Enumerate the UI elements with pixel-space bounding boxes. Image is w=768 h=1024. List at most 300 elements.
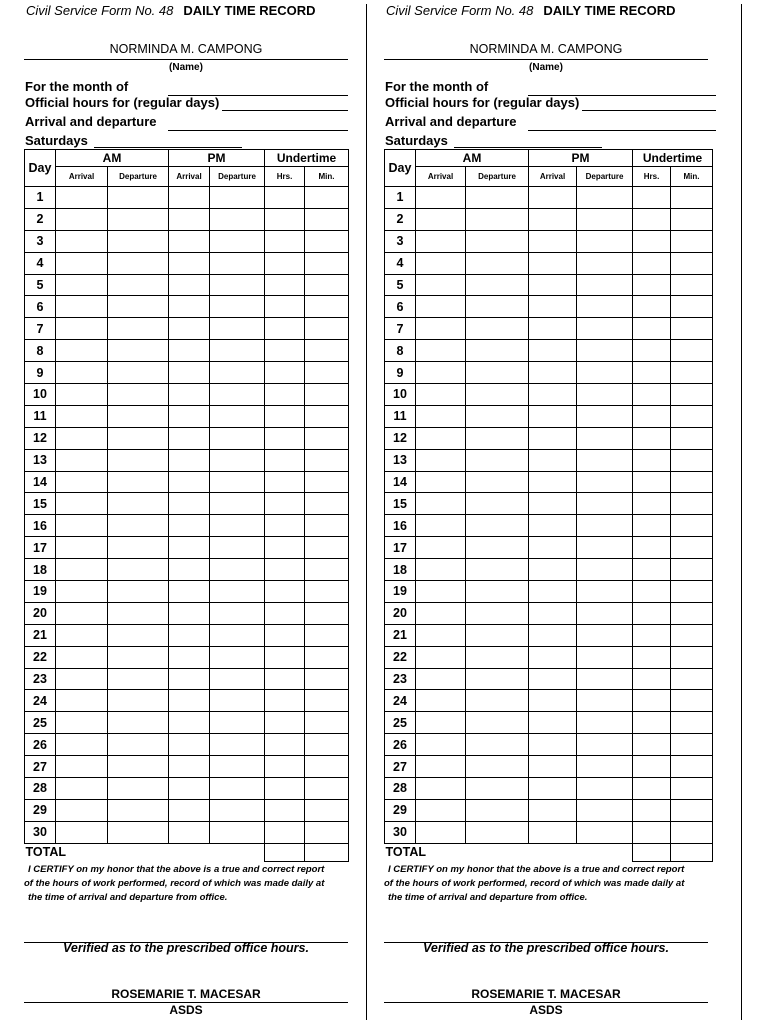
- pm-arrival-cell[interactable]: [529, 734, 577, 756]
- am-departure-cell[interactable]: [466, 384, 529, 406]
- undertime-hours-cell[interactable]: [633, 405, 671, 427]
- undertime-minutes-cell[interactable]: [671, 318, 713, 340]
- pm-arrival-cell[interactable]: [169, 252, 210, 274]
- undertime-minutes-cell[interactable]: [305, 471, 349, 493]
- am-departure-cell[interactable]: [108, 340, 169, 362]
- am-arrival-cell[interactable]: [56, 405, 108, 427]
- pm-departure-cell[interactable]: [577, 187, 633, 209]
- undertime-minutes-cell[interactable]: [671, 274, 713, 296]
- am-departure-cell[interactable]: [466, 208, 529, 230]
- undertime-hours-cell[interactable]: [633, 756, 671, 778]
- am-arrival-cell[interactable]: [56, 515, 108, 537]
- am-departure-cell[interactable]: [108, 602, 169, 624]
- am-departure-cell[interactable]: [466, 646, 529, 668]
- am-arrival-cell[interactable]: [416, 208, 466, 230]
- pm-arrival-cell[interactable]: [529, 581, 577, 603]
- undertime-minutes-cell[interactable]: [671, 646, 713, 668]
- am-departure-cell[interactable]: [108, 756, 169, 778]
- pm-arrival-cell[interactable]: [169, 384, 210, 406]
- undertime-hours-cell[interactable]: [633, 230, 671, 252]
- undertime-hours-cell[interactable]: [633, 427, 671, 449]
- arrival-departure-field[interactable]: [528, 130, 716, 131]
- am-arrival-cell[interactable]: [416, 318, 466, 340]
- am-arrival-cell[interactable]: [56, 559, 108, 581]
- am-arrival-cell[interactable]: [416, 559, 466, 581]
- undertime-minutes-cell[interactable]: [671, 821, 713, 843]
- am-arrival-cell[interactable]: [56, 318, 108, 340]
- undertime-hours-cell[interactable]: [265, 690, 305, 712]
- am-departure-cell[interactable]: [466, 690, 529, 712]
- am-departure-cell[interactable]: [466, 318, 529, 340]
- am-departure-cell[interactable]: [108, 821, 169, 843]
- undertime-minutes-cell[interactable]: [671, 449, 713, 471]
- pm-arrival-cell[interactable]: [169, 449, 210, 471]
- undertime-hours-cell[interactable]: [265, 581, 305, 603]
- undertime-minutes-cell[interactable]: [671, 384, 713, 406]
- am-arrival-cell[interactable]: [56, 778, 108, 800]
- undertime-hours-cell[interactable]: [265, 734, 305, 756]
- undertime-minutes-cell[interactable]: [671, 362, 713, 384]
- undertime-minutes-cell[interactable]: [305, 602, 349, 624]
- am-arrival-cell[interactable]: [56, 712, 108, 734]
- am-arrival-cell[interactable]: [56, 252, 108, 274]
- pm-arrival-cell[interactable]: [529, 208, 577, 230]
- pm-arrival-cell[interactable]: [169, 208, 210, 230]
- pm-departure-cell[interactable]: [577, 734, 633, 756]
- pm-departure-cell[interactable]: [210, 384, 265, 406]
- am-departure-cell[interactable]: [108, 274, 169, 296]
- am-arrival-cell[interactable]: [416, 821, 466, 843]
- undertime-minutes-cell[interactable]: [305, 712, 349, 734]
- undertime-hours-cell[interactable]: [265, 821, 305, 843]
- am-departure-cell[interactable]: [466, 471, 529, 493]
- am-arrival-cell[interactable]: [56, 668, 108, 690]
- pm-departure-cell[interactable]: [210, 252, 265, 274]
- am-arrival-cell[interactable]: [416, 668, 466, 690]
- pm-arrival-cell[interactable]: [529, 362, 577, 384]
- pm-arrival-cell[interactable]: [529, 296, 577, 318]
- undertime-minutes-cell[interactable]: [305, 821, 349, 843]
- am-arrival-cell[interactable]: [416, 427, 466, 449]
- undertime-hours-cell[interactable]: [265, 296, 305, 318]
- undertime-hours-cell[interactable]: [633, 449, 671, 471]
- am-arrival-cell[interactable]: [56, 646, 108, 668]
- am-departure-cell[interactable]: [108, 230, 169, 252]
- undertime-minutes-cell[interactable]: [305, 668, 349, 690]
- am-arrival-cell[interactable]: [416, 252, 466, 274]
- am-departure-cell[interactable]: [108, 559, 169, 581]
- undertime-hours-cell[interactable]: [633, 646, 671, 668]
- pm-departure-cell[interactable]: [577, 318, 633, 340]
- undertime-hours-cell[interactable]: [633, 734, 671, 756]
- am-departure-cell[interactable]: [466, 427, 529, 449]
- pm-departure-cell[interactable]: [210, 208, 265, 230]
- am-arrival-cell[interactable]: [56, 734, 108, 756]
- am-arrival-cell[interactable]: [56, 799, 108, 821]
- undertime-minutes-cell[interactable]: [305, 427, 349, 449]
- am-arrival-cell[interactable]: [416, 581, 466, 603]
- pm-arrival-cell[interactable]: [169, 581, 210, 603]
- am-arrival-cell[interactable]: [56, 208, 108, 230]
- am-departure-cell[interactable]: [108, 471, 169, 493]
- undertime-minutes-cell[interactable]: [671, 493, 713, 515]
- am-arrival-cell[interactable]: [56, 690, 108, 712]
- am-arrival-cell[interactable]: [56, 427, 108, 449]
- pm-arrival-cell[interactable]: [169, 318, 210, 340]
- pm-arrival-cell[interactable]: [529, 405, 577, 427]
- pm-departure-cell[interactable]: [577, 296, 633, 318]
- undertime-hours-cell[interactable]: [265, 712, 305, 734]
- undertime-hours-cell[interactable]: [265, 362, 305, 384]
- pm-arrival-cell[interactable]: [529, 252, 577, 274]
- pm-arrival-cell[interactable]: [529, 778, 577, 800]
- am-arrival-cell[interactable]: [56, 362, 108, 384]
- undertime-minutes-cell[interactable]: [671, 581, 713, 603]
- am-departure-cell[interactable]: [466, 734, 529, 756]
- am-arrival-cell[interactable]: [416, 537, 466, 559]
- pm-departure-cell[interactable]: [210, 230, 265, 252]
- pm-arrival-cell[interactable]: [169, 712, 210, 734]
- pm-departure-cell[interactable]: [210, 559, 265, 581]
- am-arrival-cell[interactable]: [416, 712, 466, 734]
- total-hours-cell[interactable]: [633, 843, 671, 861]
- pm-departure-cell[interactable]: [577, 274, 633, 296]
- pm-departure-cell[interactable]: [577, 515, 633, 537]
- pm-departure-cell[interactable]: [210, 778, 265, 800]
- undertime-minutes-cell[interactable]: [305, 646, 349, 668]
- undertime-hours-cell[interactable]: [633, 668, 671, 690]
- am-arrival-cell[interactable]: [416, 274, 466, 296]
- pm-arrival-cell[interactable]: [529, 384, 577, 406]
- undertime-hours-cell[interactable]: [633, 471, 671, 493]
- pm-arrival-cell[interactable]: [529, 624, 577, 646]
- pm-departure-cell[interactable]: [210, 405, 265, 427]
- am-departure-cell[interactable]: [466, 778, 529, 800]
- pm-arrival-cell[interactable]: [169, 624, 210, 646]
- undertime-hours-cell[interactable]: [633, 559, 671, 581]
- pm-departure-cell[interactable]: [577, 624, 633, 646]
- pm-departure-cell[interactable]: [577, 471, 633, 493]
- pm-departure-cell[interactable]: [577, 581, 633, 603]
- pm-arrival-cell[interactable]: [169, 537, 210, 559]
- am-arrival-cell[interactable]: [416, 449, 466, 471]
- undertime-minutes-cell[interactable]: [671, 515, 713, 537]
- pm-departure-cell[interactable]: [210, 537, 265, 559]
- am-arrival-cell[interactable]: [56, 449, 108, 471]
- undertime-hours-cell[interactable]: [265, 559, 305, 581]
- am-departure-cell[interactable]: [108, 449, 169, 471]
- pm-departure-cell[interactable]: [210, 646, 265, 668]
- pm-departure-cell[interactable]: [210, 274, 265, 296]
- undertime-hours-cell[interactable]: [265, 515, 305, 537]
- undertime-minutes-cell[interactable]: [671, 734, 713, 756]
- undertime-hours-cell[interactable]: [265, 384, 305, 406]
- am-departure-cell[interactable]: [108, 405, 169, 427]
- pm-departure-cell[interactable]: [577, 449, 633, 471]
- am-arrival-cell[interactable]: [56, 187, 108, 209]
- pm-arrival-cell[interactable]: [529, 318, 577, 340]
- am-arrival-cell[interactable]: [416, 515, 466, 537]
- undertime-minutes-cell[interactable]: [671, 296, 713, 318]
- am-departure-cell[interactable]: [108, 362, 169, 384]
- undertime-minutes-cell[interactable]: [305, 559, 349, 581]
- pm-arrival-cell[interactable]: [169, 756, 210, 778]
- pm-arrival-cell[interactable]: [169, 274, 210, 296]
- pm-departure-cell[interactable]: [210, 318, 265, 340]
- undertime-minutes-cell[interactable]: [671, 405, 713, 427]
- pm-departure-cell[interactable]: [577, 756, 633, 778]
- undertime-minutes-cell[interactable]: [305, 208, 349, 230]
- undertime-minutes-cell[interactable]: [671, 230, 713, 252]
- undertime-minutes-cell[interactable]: [305, 340, 349, 362]
- pm-departure-cell[interactable]: [210, 734, 265, 756]
- pm-arrival-cell[interactable]: [169, 734, 210, 756]
- am-departure-cell[interactable]: [108, 515, 169, 537]
- undertime-hours-cell[interactable]: [265, 799, 305, 821]
- am-departure-cell[interactable]: [108, 318, 169, 340]
- pm-departure-cell[interactable]: [210, 624, 265, 646]
- pm-arrival-cell[interactable]: [529, 427, 577, 449]
- am-arrival-cell[interactable]: [416, 296, 466, 318]
- am-departure-cell[interactable]: [466, 187, 529, 209]
- pm-arrival-cell[interactable]: [529, 821, 577, 843]
- am-arrival-cell[interactable]: [56, 340, 108, 362]
- am-departure-cell[interactable]: [108, 690, 169, 712]
- am-departure-cell[interactable]: [466, 252, 529, 274]
- am-arrival-cell[interactable]: [416, 471, 466, 493]
- pm-arrival-cell[interactable]: [169, 559, 210, 581]
- undertime-hours-cell[interactable]: [265, 274, 305, 296]
- pm-departure-cell[interactable]: [577, 668, 633, 690]
- official-hours-field[interactable]: [222, 110, 348, 111]
- pm-arrival-cell[interactable]: [529, 187, 577, 209]
- undertime-hours-cell[interactable]: [633, 821, 671, 843]
- pm-arrival-cell[interactable]: [529, 515, 577, 537]
- pm-arrival-cell[interactable]: [169, 362, 210, 384]
- am-departure-cell[interactable]: [466, 602, 529, 624]
- undertime-minutes-cell[interactable]: [305, 230, 349, 252]
- undertime-hours-cell[interactable]: [633, 296, 671, 318]
- undertime-hours-cell[interactable]: [633, 581, 671, 603]
- pm-arrival-cell[interactable]: [529, 712, 577, 734]
- pm-arrival-cell[interactable]: [529, 340, 577, 362]
- pm-arrival-cell[interactable]: [169, 471, 210, 493]
- pm-departure-cell[interactable]: [210, 821, 265, 843]
- am-departure-cell[interactable]: [466, 559, 529, 581]
- pm-departure-cell[interactable]: [577, 362, 633, 384]
- undertime-hours-cell[interactable]: [633, 252, 671, 274]
- undertime-minutes-cell[interactable]: [671, 187, 713, 209]
- undertime-hours-cell[interactable]: [265, 230, 305, 252]
- pm-arrival-cell[interactable]: [529, 668, 577, 690]
- pm-arrival-cell[interactable]: [529, 537, 577, 559]
- undertime-minutes-cell[interactable]: [671, 537, 713, 559]
- undertime-minutes-cell[interactable]: [305, 624, 349, 646]
- undertime-hours-cell[interactable]: [633, 187, 671, 209]
- undertime-minutes-cell[interactable]: [305, 690, 349, 712]
- pm-arrival-cell[interactable]: [169, 778, 210, 800]
- undertime-minutes-cell[interactable]: [305, 252, 349, 274]
- am-departure-cell[interactable]: [466, 362, 529, 384]
- pm-departure-cell[interactable]: [577, 602, 633, 624]
- undertime-minutes-cell[interactable]: [305, 734, 349, 756]
- undertime-minutes-cell[interactable]: [671, 427, 713, 449]
- pm-departure-cell[interactable]: [210, 668, 265, 690]
- undertime-hours-cell[interactable]: [633, 340, 671, 362]
- am-departure-cell[interactable]: [108, 778, 169, 800]
- pm-arrival-cell[interactable]: [169, 690, 210, 712]
- undertime-hours-cell[interactable]: [265, 493, 305, 515]
- pm-arrival-cell[interactable]: [169, 821, 210, 843]
- pm-arrival-cell[interactable]: [169, 646, 210, 668]
- am-arrival-cell[interactable]: [56, 296, 108, 318]
- undertime-minutes-cell[interactable]: [671, 712, 713, 734]
- undertime-hours-cell[interactable]: [633, 602, 671, 624]
- am-departure-cell[interactable]: [108, 493, 169, 515]
- am-arrival-cell[interactable]: [56, 602, 108, 624]
- pm-arrival-cell[interactable]: [529, 602, 577, 624]
- am-arrival-cell[interactable]: [56, 624, 108, 646]
- am-arrival-cell[interactable]: [416, 778, 466, 800]
- undertime-minutes-cell[interactable]: [305, 187, 349, 209]
- pm-arrival-cell[interactable]: [169, 515, 210, 537]
- am-departure-cell[interactable]: [466, 756, 529, 778]
- pm-departure-cell[interactable]: [210, 799, 265, 821]
- am-arrival-cell[interactable]: [56, 471, 108, 493]
- am-departure-cell[interactable]: [466, 668, 529, 690]
- undertime-hours-cell[interactable]: [633, 515, 671, 537]
- am-departure-cell[interactable]: [108, 252, 169, 274]
- undertime-minutes-cell[interactable]: [671, 778, 713, 800]
- pm-departure-cell[interactable]: [210, 602, 265, 624]
- pm-arrival-cell[interactable]: [169, 799, 210, 821]
- undertime-minutes-cell[interactable]: [671, 690, 713, 712]
- undertime-minutes-cell[interactable]: [305, 537, 349, 559]
- undertime-minutes-cell[interactable]: [671, 799, 713, 821]
- pm-departure-cell[interactable]: [210, 362, 265, 384]
- pm-departure-cell[interactable]: [210, 515, 265, 537]
- am-arrival-cell[interactable]: [416, 646, 466, 668]
- am-arrival-cell[interactable]: [416, 624, 466, 646]
- am-departure-cell[interactable]: [466, 712, 529, 734]
- pm-departure-cell[interactable]: [577, 646, 633, 668]
- undertime-minutes-cell[interactable]: [305, 405, 349, 427]
- undertime-minutes-cell[interactable]: [305, 581, 349, 603]
- pm-departure-cell[interactable]: [577, 537, 633, 559]
- am-arrival-cell[interactable]: [416, 734, 466, 756]
- pm-arrival-cell[interactable]: [529, 799, 577, 821]
- am-departure-cell[interactable]: [108, 537, 169, 559]
- pm-departure-cell[interactable]: [210, 449, 265, 471]
- undertime-minutes-cell[interactable]: [671, 208, 713, 230]
- am-arrival-cell[interactable]: [416, 340, 466, 362]
- am-departure-cell[interactable]: [108, 296, 169, 318]
- am-arrival-cell[interactable]: [416, 405, 466, 427]
- am-departure-cell[interactable]: [466, 581, 529, 603]
- am-arrival-cell[interactable]: [416, 602, 466, 624]
- undertime-minutes-cell[interactable]: [305, 756, 349, 778]
- am-departure-cell[interactable]: [108, 208, 169, 230]
- pm-departure-cell[interactable]: [210, 296, 265, 318]
- am-departure-cell[interactable]: [108, 646, 169, 668]
- pm-departure-cell[interactable]: [577, 405, 633, 427]
- undertime-hours-cell[interactable]: [265, 208, 305, 230]
- am-departure-cell[interactable]: [108, 668, 169, 690]
- pm-arrival-cell[interactable]: [169, 427, 210, 449]
- undertime-hours-cell[interactable]: [265, 427, 305, 449]
- undertime-minutes-cell[interactable]: [671, 602, 713, 624]
- undertime-hours-cell[interactable]: [265, 646, 305, 668]
- pm-arrival-cell[interactable]: [529, 449, 577, 471]
- undertime-hours-cell[interactable]: [633, 274, 671, 296]
- official-hours-field[interactable]: [582, 110, 716, 111]
- am-arrival-cell[interactable]: [416, 690, 466, 712]
- pm-arrival-cell[interactable]: [169, 187, 210, 209]
- saturdays-field[interactable]: [454, 147, 602, 148]
- am-departure-cell[interactable]: [466, 230, 529, 252]
- pm-arrival-cell[interactable]: [169, 296, 210, 318]
- total-hours-cell[interactable]: [265, 843, 305, 861]
- am-arrival-cell[interactable]: [416, 756, 466, 778]
- undertime-minutes-cell[interactable]: [671, 252, 713, 274]
- am-departure-cell[interactable]: [108, 581, 169, 603]
- undertime-hours-cell[interactable]: [633, 537, 671, 559]
- undertime-minutes-cell[interactable]: [305, 449, 349, 471]
- am-departure-cell[interactable]: [466, 799, 529, 821]
- undertime-hours-cell[interactable]: [265, 187, 305, 209]
- undertime-hours-cell[interactable]: [633, 712, 671, 734]
- undertime-minutes-cell[interactable]: [671, 340, 713, 362]
- pm-departure-cell[interactable]: [577, 252, 633, 274]
- undertime-hours-cell[interactable]: [265, 624, 305, 646]
- pm-departure-cell[interactable]: [210, 756, 265, 778]
- am-departure-cell[interactable]: [466, 515, 529, 537]
- am-arrival-cell[interactable]: [56, 537, 108, 559]
- am-arrival-cell[interactable]: [416, 362, 466, 384]
- am-departure-cell[interactable]: [108, 712, 169, 734]
- total-minutes-cell[interactable]: [671, 843, 713, 861]
- am-departure-cell[interactable]: [466, 821, 529, 843]
- pm-departure-cell[interactable]: [577, 559, 633, 581]
- undertime-minutes-cell[interactable]: [305, 778, 349, 800]
- am-departure-cell[interactable]: [108, 427, 169, 449]
- am-arrival-cell[interactable]: [56, 230, 108, 252]
- undertime-minutes-cell[interactable]: [305, 384, 349, 406]
- pm-arrival-cell[interactable]: [169, 493, 210, 515]
- undertime-minutes-cell[interactable]: [671, 471, 713, 493]
- undertime-hours-cell[interactable]: [265, 756, 305, 778]
- undertime-hours-cell[interactable]: [633, 690, 671, 712]
- undertime-hours-cell[interactable]: [633, 624, 671, 646]
- am-departure-cell[interactable]: [466, 274, 529, 296]
- undertime-minutes-cell[interactable]: [671, 756, 713, 778]
- undertime-hours-cell[interactable]: [633, 493, 671, 515]
- am-departure-cell[interactable]: [466, 493, 529, 515]
- pm-arrival-cell[interactable]: [169, 602, 210, 624]
- undertime-minutes-cell[interactable]: [305, 296, 349, 318]
- undertime-minutes-cell[interactable]: [305, 515, 349, 537]
- undertime-hours-cell[interactable]: [633, 318, 671, 340]
- undertime-hours-cell[interactable]: [265, 252, 305, 274]
- pm-arrival-cell[interactable]: [529, 274, 577, 296]
- pm-arrival-cell[interactable]: [529, 493, 577, 515]
- arrival-departure-field[interactable]: [168, 130, 348, 131]
- pm-departure-cell[interactable]: [577, 799, 633, 821]
- pm-departure-cell[interactable]: [210, 471, 265, 493]
- pm-departure-cell[interactable]: [210, 712, 265, 734]
- am-arrival-cell[interactable]: [416, 799, 466, 821]
- pm-arrival-cell[interactable]: [169, 668, 210, 690]
